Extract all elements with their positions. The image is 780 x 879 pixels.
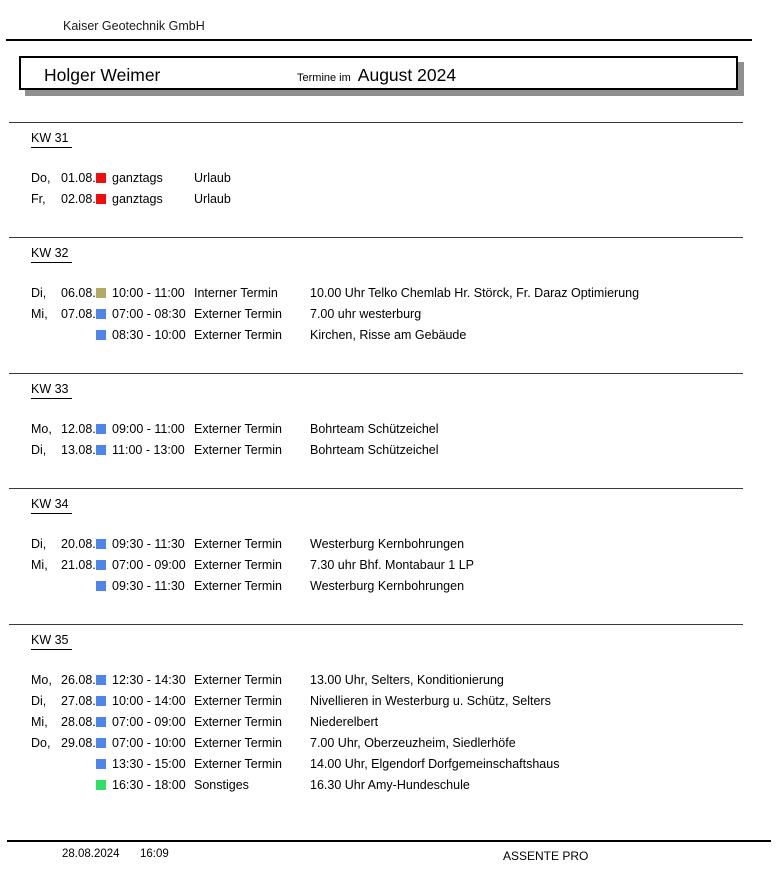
week-section [9,122,743,237]
category-color-cell [96,189,112,204]
appointment-row [9,712,743,733]
appointment-row [9,670,743,691]
appointment-rows [9,534,743,597]
time-range: ganztags [112,192,163,206]
date-label: 28.08. [61,715,96,729]
appointment-type: Externer Termin [194,422,282,436]
day-label: Mo, [31,422,52,436]
week-section [9,624,743,823]
day-label: Di, [31,537,47,551]
appointment-type: Sonstiges [194,778,249,792]
day-label: Mi, [31,307,48,321]
appointment-type: Urlaub [194,171,231,185]
week-section [9,488,743,624]
appointment-type: Externer Termin [194,694,282,708]
appointment-row [9,168,743,189]
category-color-cell [96,440,112,455]
appointment-row [9,304,743,325]
time-range: 16:30 - 18:00 [112,778,186,792]
date-label: 26.08. [61,673,96,687]
appointment-type: Externer Termin [194,307,282,321]
appointment-description: 13.00 Uhr, Selters, Konditionierung [310,673,504,687]
category-color-cell [96,304,112,319]
appointment-description: 7.00 Uhr, Oberzeuzheim, Siedlerhöfe [310,736,516,750]
time-range: 10:00 - 14:00 [112,694,186,708]
time-range: 09:30 - 11:30 [112,579,185,593]
appointment-description: Kirchen, Risse am Gebäude [310,328,467,342]
time-range: 09:00 - 11:00 [112,422,185,436]
week-label: KW 34 [31,497,72,514]
day-label: Mi, [31,715,48,729]
person-name: Holger Weimer [44,65,161,85]
category-color-icon [96,696,106,706]
appointment-description: Westerburg Kernbohrungen [310,537,465,551]
category-color-cell [96,754,112,769]
title-prefix: Termine im [297,72,351,84]
time-range: 07:00 - 08:30 [112,307,186,321]
category-color-cell [96,691,112,706]
appointment-type: Interner Termin [194,286,278,300]
category-color-cell [96,775,112,790]
category-color-cell [96,670,112,685]
appointment-rows [9,283,743,346]
appointment-rows [9,168,743,210]
category-color-icon [96,581,106,591]
category-color-cell [96,168,112,183]
appointment-type: Externer Termin [194,673,282,687]
appointment-description: Bohrteam Schützeichel [310,422,439,436]
category-color-cell [96,283,112,298]
appointment-row [9,576,743,597]
category-color-icon [96,738,106,748]
appointment-row [9,189,743,210]
date-label: 01.08. [61,171,96,185]
category-color-cell [96,733,112,748]
time-range: 07:00 - 10:00 [112,736,186,750]
time-range: 08:30 - 10:00 [112,328,186,342]
category-color-cell [96,576,112,591]
date-label: 27.08. [61,694,96,708]
day-label: Di, [31,286,47,300]
appointment-type: Urlaub [194,192,231,206]
category-color-icon [96,309,106,319]
appointment-row [9,733,743,754]
category-color-icon [96,330,106,340]
appointment-description: 10.00 Uhr Telko Chemlab Hr. Störck, Fr. Daraz Optimierung [310,286,640,300]
time-range: 12:30 - 14:30 [112,673,186,687]
footer-print-time: 16:09 [140,848,169,860]
category-color-icon [96,780,106,790]
week-label: KW 32 [31,246,72,263]
appointment-description: Westerburg Kernbohrungen [310,579,465,593]
week-section [9,373,743,488]
appointment-description: 16.30 Uhr Amy-Hundeschule [310,778,470,792]
date-label: 21.08. [61,558,96,572]
appointment-row [9,325,743,346]
date-label: 12.08. [61,422,96,436]
day-label: Do, [31,736,51,750]
day-label: Mi, [31,558,48,572]
date-label: 20.08. [61,537,96,551]
date-label: 29.08. [61,736,96,750]
category-color-icon [96,675,106,685]
appointment-row [9,691,743,712]
appointment-description: Bohrteam Schützeichel [310,443,439,457]
day-label: Di, [31,694,47,708]
appointment-row [9,775,743,796]
appointment-type: Externer Termin [194,579,282,593]
time-range: 11:00 - 13:00 [112,443,185,457]
appointment-type: Externer Termin [194,736,282,750]
appointment-type: Externer Termin [194,443,282,457]
appointment-description: 7.00 uhr westerburg [310,307,422,321]
appointment-row [9,534,743,555]
category-color-icon [96,539,106,549]
week-label: KW 33 [31,382,72,399]
title-month: August 2024 [357,65,457,85]
footer-app-name: ASSENTE PRO [503,849,589,863]
category-color-icon [96,560,106,570]
appointment-description: 14.00 Uhr, Elgendorf Dorfgemeinschaftshaus [310,757,560,771]
date-label: 13.08. [61,443,96,457]
category-color-cell [96,325,112,340]
date-label: 07.08. [61,307,96,321]
category-color-icon [96,717,106,727]
category-color-icon [96,173,106,183]
time-range: 13:30 - 15:00 [112,757,186,771]
appointment-row [9,555,743,576]
time-range: 07:00 - 09:00 [112,558,186,572]
category-color-icon [96,424,106,434]
time-range: ganztags [112,171,163,185]
category-color-icon [96,445,106,455]
category-color-cell [96,534,112,549]
appointment-type: Externer Termin [194,757,282,771]
appointment-description: Niederelbert [310,715,379,729]
week-label: KW 35 [31,633,72,650]
weeks-list [0,122,780,823]
title-box [19,56,738,90]
appointment-type: Externer Termin [194,328,282,342]
appointment-description: 7.30 uhr Bhf. Montabaur 1 LP [310,558,474,572]
category-color-icon [96,759,106,769]
footer-print-date: 28.08.2024 [62,848,120,860]
category-color-icon [96,288,106,298]
appointment-rows [9,419,743,461]
appointment-type: Externer Termin [194,537,282,551]
week-section [9,237,743,373]
date-label: 06.08. [61,286,96,300]
appointment-rows [9,670,743,796]
day-label: Di, [31,443,47,457]
time-range: 07:00 - 09:00 [112,715,186,729]
week-label: KW 31 [31,131,72,148]
day-label: Fr, [31,192,46,206]
time-range: 09:30 - 11:30 [112,537,185,551]
day-label: Mo, [31,673,52,687]
appointment-row [9,754,743,775]
appointment-row [9,419,743,440]
company-name: Kaiser Geotechnik GmbH [63,19,205,33]
appointment-row [9,283,743,304]
header-rule [6,39,752,41]
footer-rule [7,840,771,842]
appointment-description: Nivellieren in Westerburg u. Schütz, Selters [310,694,551,708]
date-label: 02.08. [61,192,96,206]
category-color-icon [96,194,106,204]
category-color-cell [96,712,112,727]
time-range: 10:00 - 11:00 [112,286,185,300]
category-color-cell [96,555,112,570]
category-color-cell [96,419,112,434]
appointment-type: Externer Termin [194,558,282,572]
appointment-type: Externer Termin [194,715,282,729]
appointment-row [9,440,743,461]
day-label: Do, [31,171,51,185]
